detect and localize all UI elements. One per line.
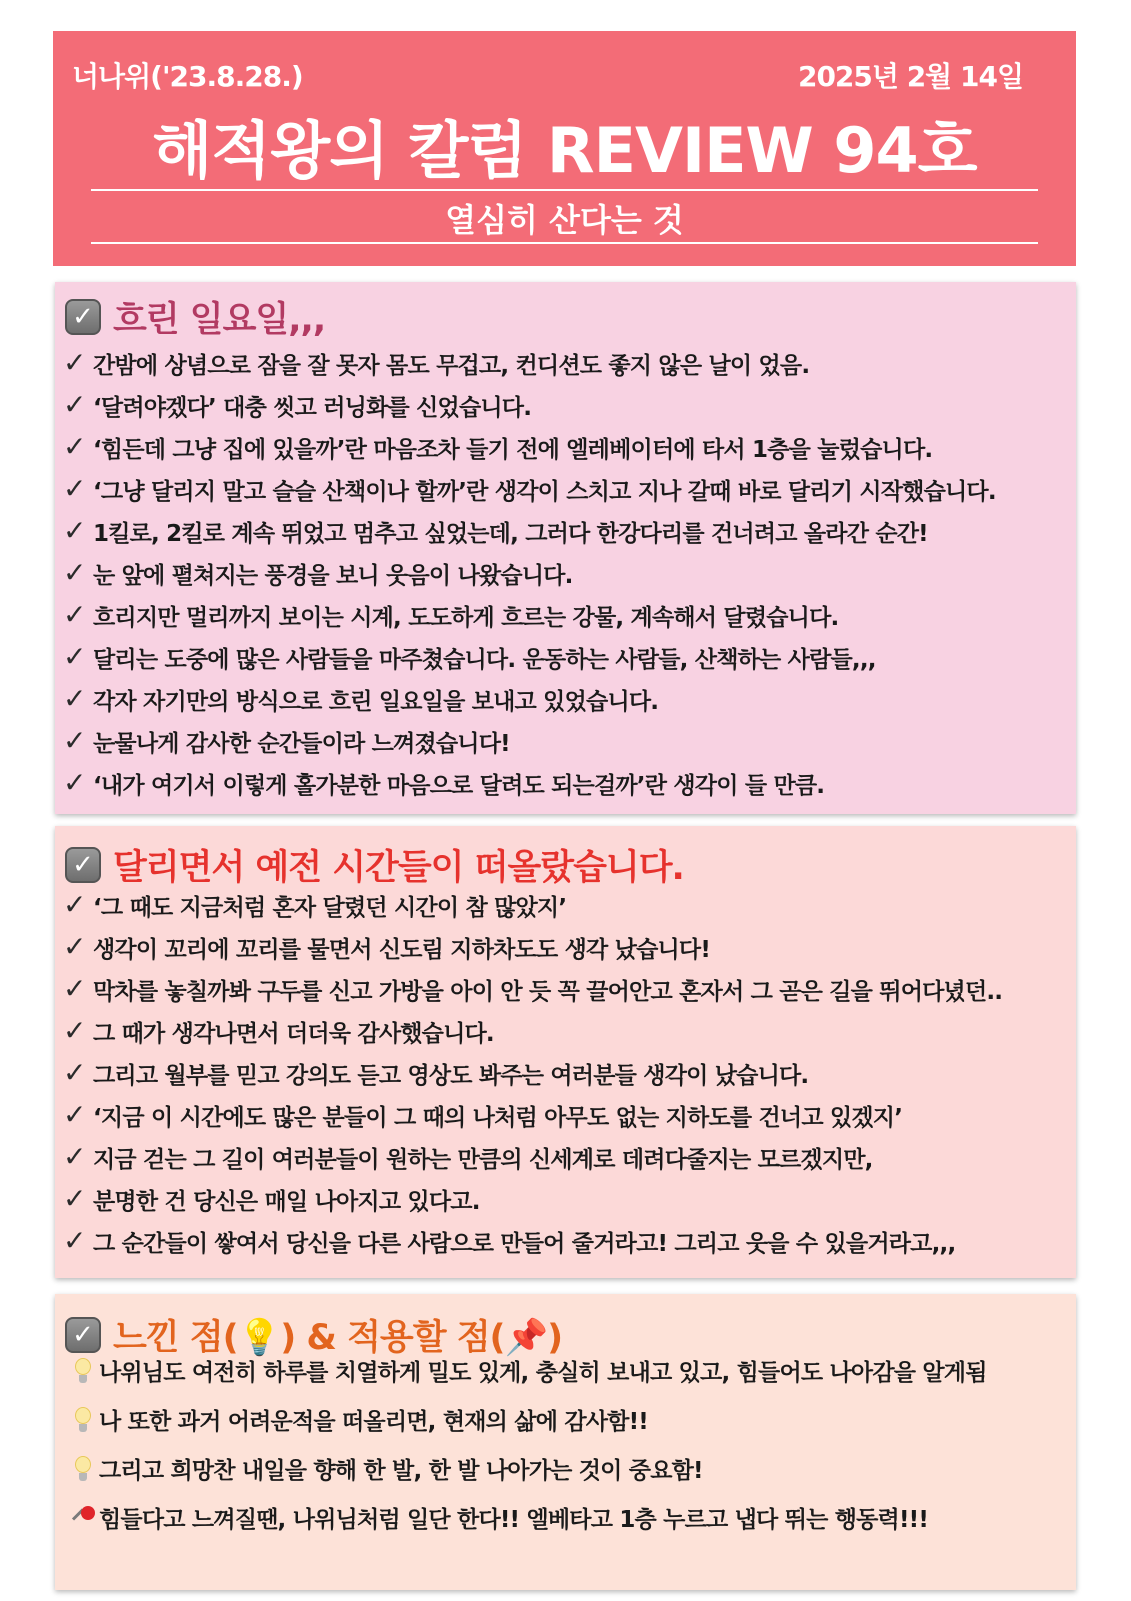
bullet-list [63,884,1068,1262]
list-item [63,1136,1068,1178]
section-header [65,840,684,890]
list-item [63,1052,1068,1094]
list-item-text: ‘그냥 달리지 말고 슬슬 산책이나 할까’란 생각이 스치고 지나 갈때 바로 달리기 시작했습니다. [93,478,996,505]
checkmark-icon: ✓ [63,346,86,379]
list-item-text: 막차를 놓칠까봐 구두를 신고 가방을 아이 안 듯 꼭 끌어안고 혼자서 그 곧은 길을 뛰어다녔던.. [93,978,1003,1005]
header-banner [53,31,1076,266]
list-item [63,594,1068,636]
list-item-text: 지금 걷는 그 길이 여러분들이 원하는 만큼의 신세계로 데려다줄지는 모르겠지만, [93,1146,873,1173]
title-divider-top [91,189,1038,191]
checkmark-icon: ✓ [63,888,86,921]
section-cloudy-sunday [55,282,1076,814]
lightbulb-icon [67,1358,99,1384]
bullet-list [63,342,1068,804]
section-past-memories [55,826,1076,1278]
list-item [63,1094,1068,1136]
list-item [63,968,1068,1010]
list-item-text: 분명한 건 당신은 매일 나아지고 있다고. [93,1188,480,1215]
list-item [63,468,1068,510]
list-item [63,384,1068,426]
list-item-text: ‘그 때도 지금처럼 혼자 달렸던 시간이 참 많았지’ [93,894,567,921]
checkmark-icon: ✓ [63,472,86,505]
checkmark-icon: ✓ [63,1014,86,1047]
list-item-text: 흐리지만 멀리까지 보이는 시계, 도도하게 흐르는 강물, 계속해서 달렸습니다. [93,604,839,631]
list-item-text: 1킬로, 2킬로 계속 뛰었고 멈추고 싶었는데, 그러다 한강다리를 건너려고 올라간 순간! [93,520,928,547]
takeaway-text: 나위님도 여전히 하루를 치열하게 밀도 있게, 충실히 보내고 있고, 힘들어도 나아감을 알게됨 [99,1360,987,1386]
checkmark-icon: ✓ [63,430,86,463]
list-item [63,510,1068,552]
list-item [63,884,1068,926]
checkmark-icon: ✓ [63,724,86,757]
author-date-note: 너나위('23.8.28.) [72,60,303,93]
checkmark-icon: ✓ [63,1182,86,1215]
takeaway-item [67,1444,1068,1493]
takeaway-item [67,1346,1068,1395]
list-item-text: 눈물나게 감사한 순간들이라 느껴졌습니다! [93,730,510,757]
checkbox-icon: ✓ [65,299,101,335]
list-item [63,678,1068,720]
section-title: 달리면서 예전 시간들이 떠올랐습니다. [113,848,684,888]
list-item-text: 그리고 월부를 믿고 강의도 듣고 영상도 봐주는 여러분들 생각이 났습니다. [93,1062,809,1089]
takeaway-list [67,1346,1068,1542]
list-item-text: ‘내가 여기서 이렇게 홀가분한 마음으로 달려도 되는걸까’란 생각이 들 만큼. [93,772,825,799]
checkmark-icon: ✓ [63,682,86,715]
list-item [63,426,1068,468]
takeaway-text: 그리고 희망찬 내일을 향해 한 발, 한 발 나아가는 것이 중요함! [99,1458,703,1484]
list-item [63,342,1068,384]
list-item [63,926,1068,968]
section-takeaways [55,1294,1076,1590]
list-item-text: ‘힘든데 그냥 집에 있을까’란 마음조차 들기 전에 엘레베이터에 타서 1층을 눌렀습니다. [93,436,933,463]
list-item [63,552,1068,594]
checkmark-icon: ✓ [63,1224,86,1257]
list-item-text: 생각이 꼬리에 꼬리를 물면서 신도림 지하차도도 생각 났습니다! [93,936,711,963]
checkbox-icon: ✓ [65,847,101,883]
page-title: 해적왕의 칼럼 REVIEW 94호 [152,114,977,187]
page-subtitle: 열심히 산다는 것 [445,201,684,239]
section-title: 흐린 일요일,,, [113,300,326,340]
checkmark-icon: ✓ [63,556,86,589]
list-item-text: ‘달려야겠다’ 대충 씻고 러닝화를 신었습니다. [93,394,532,421]
checkmark-icon: ✓ [63,514,86,547]
lightbulb-icon [67,1407,99,1433]
list-item [63,720,1068,762]
list-item [63,1178,1068,1220]
checkmark-icon: ✓ [63,972,86,1005]
list-item-text: 그 때가 생각나면서 더더욱 감사했습니다. [93,1020,494,1047]
list-item-text: 그 순간들이 쌓여서 당신을 다른 사람으로 만들어 줄거라고! 그리고 웃을 수 있을거라고,,, [93,1230,956,1257]
checkmark-icon: ✓ [63,1140,86,1173]
list-item [63,636,1068,678]
list-item-text: 각자 자기만의 방식으로 흐린 일요일을 보내고 있었습니다. [93,688,659,715]
takeaway-text: 나 또한 과거 어려운적을 떠올리면, 현재의 삶에 감사함!! [99,1409,648,1435]
list-item [63,762,1068,804]
checkmark-icon: ✓ [63,598,86,631]
takeaway-item [67,1493,1068,1542]
pushpin-icon [67,1505,99,1531]
checkmark-icon: ✓ [63,388,86,421]
list-item-text: 간밤에 상념으로 잠을 잘 못자 몸도 무겁고, 컨디션도 좋지 않은 날이 었음. [93,352,810,379]
title-divider-bottom [91,242,1038,244]
list-item [63,1010,1068,1052]
list-item [63,1220,1068,1262]
list-item-text: 달리는 도중에 많은 사람들을 마주쳤습니다. 운동하는 사람들, 산책하는 사람들,,, [93,646,876,673]
section-header [65,292,325,342]
checkmark-icon: ✓ [63,930,86,963]
checkmark-icon: ✓ [63,640,86,673]
publish-date: 2025년 2월 14일 [797,60,1023,93]
checkmark-icon: ✓ [63,1098,86,1131]
checkmark-icon: ✓ [63,1056,86,1089]
checkmark-icon: ✓ [63,766,86,799]
checkbox-icon: ✓ [65,1317,101,1353]
takeaway-text: 힘들다고 느껴질땐, 나위님처럼 일단 한다!! 엘베타고 1층 누르고 냅다 뛰는 행동력!!! [99,1507,929,1533]
list-item-text: ‘지금 이 시간에도 많은 분들이 그 때의 나처럼 아무도 없는 지하도를 건너고 있겠지’ [93,1104,903,1131]
lightbulb-icon [67,1456,99,1482]
list-item-text: 눈 앞에 펼쳐지는 풍경을 보니 웃음이 나왔습니다. [93,562,573,589]
section-title: 느낀 점(💡) & 적용할 점(📌) [113,1318,563,1358]
takeaway-item [67,1395,1068,1444]
